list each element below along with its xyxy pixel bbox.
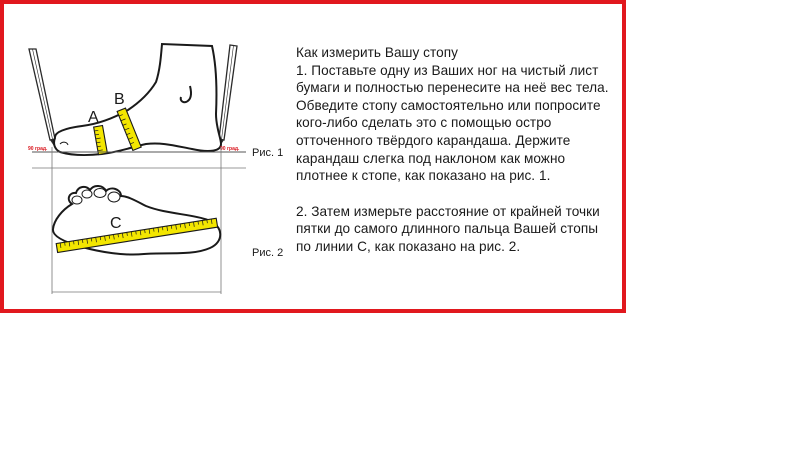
marker-b: B	[114, 91, 125, 108]
right-pencil	[219, 45, 237, 146]
angle-label-left: 90 град.	[28, 146, 48, 152]
instructions-step-1: 1. Поставьте одну из Ваших ног на чистый лист бумаги и полностью перенесите на неё вес тела. Обведите стопу самостоятельно или попросите кого-либо сделать это с помощью остро отточенного твёрдого карандаша. Держите карандаш слегка под наклоном как можно плотнее к стопе, как показано на рис. 1.	[296, 62, 609, 184]
angle-label-right: 90 град.	[220, 146, 240, 152]
left-pencil	[29, 49, 55, 146]
instructions-text	[296, 44, 614, 256]
instructions-step-2: 2. Затем измерьте расстояние от крайней точки пятки до самого длинного пальца Вашей стопы по линии С, как показано на рис. 2.	[296, 203, 600, 254]
instructions-title: Как измерить Вашу стопу	[296, 45, 459, 60]
figure1-label: Рис. 1	[252, 147, 284, 159]
figure2-label: Рис. 2	[252, 247, 284, 259]
marker-c: C	[110, 215, 122, 232]
foot-diagram	[14, 34, 294, 304]
marker-a: A	[88, 109, 99, 126]
paragraph-gap	[296, 185, 614, 203]
foot-measurement-illustration	[14, 34, 294, 304]
